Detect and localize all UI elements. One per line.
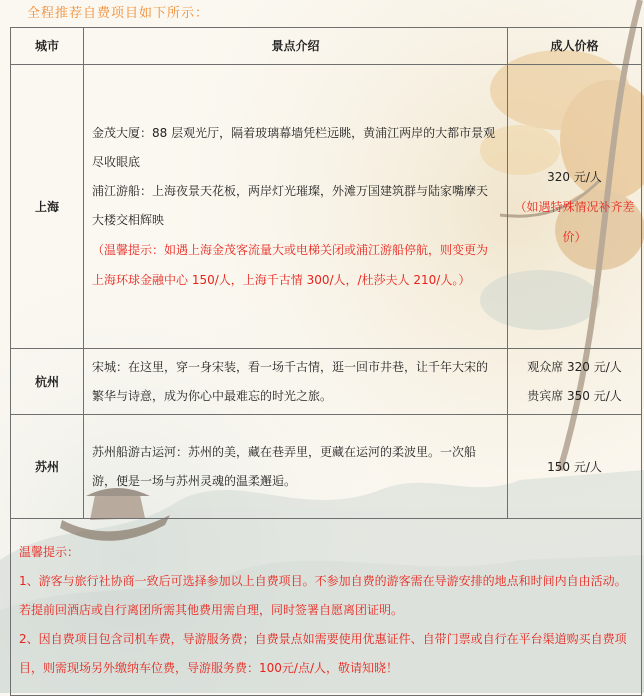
- city-cell: 上海: [11, 65, 84, 349]
- note-item: 2、因自费项目包含司机车费，导游服务费；自费景点如需要使用优惠证件、自带门票或自行在平台渠道购买自费项目，则需现场另外缴纳车位费，导游服务费：100元/点/人，敬请知晓！: [19, 631, 627, 675]
- header-city: 城市: [11, 28, 84, 65]
- price-note: （如遇特殊情况补齐差价）: [514, 199, 635, 244]
- table-header-row: [11, 28, 642, 65]
- optional-fee-table: [10, 27, 642, 696]
- price-cell: [508, 349, 642, 415]
- price-value: 贵宾席 350 元/人: [527, 388, 622, 403]
- price-value: 观众席 320 元/人: [527, 359, 622, 374]
- city-cell: 杭州: [11, 349, 84, 415]
- attraction-cell: [84, 349, 508, 415]
- price-cell: [508, 65, 642, 349]
- note-item: 1、游客与旅行社协商一致后可选择参加以上自费项目。不参加自费的游客需在导游安排的地点和时间内自由活动。若提前回酒店或自行离团所需其他费用需自理，同时签署自愿离团证明。: [19, 573, 627, 617]
- notes-title: 温馨提示：: [19, 544, 80, 559]
- price-cell: [508, 415, 642, 519]
- notes-cell: [11, 519, 642, 696]
- header-attraction: 景点介绍: [84, 28, 508, 65]
- table-row-shanghai: [11, 65, 642, 349]
- attraction-cell: [84, 65, 508, 349]
- price-value: 320 元/人: [547, 169, 602, 184]
- attraction-item: 金茂大厦：88 层观光厅，隔着玻璃幕墙凭栏远眺，黄浦江两岸的大都市景观尽收眼底: [92, 125, 496, 169]
- header-price: 成人价格: [508, 28, 642, 65]
- city-cell: 苏州: [11, 415, 84, 519]
- attraction-reminder: （温馨提示：如遇上海金茂客流量大或电梯关闭或浦江游船停航，则变更为上海环球金融中心 150/人，上海千古情 300/人，/杜莎夫人 210/人。）: [92, 242, 489, 287]
- attraction-item: 浦江游船：上海夜景天花板，两岸灯光璀璨，外滩万国建筑群与陆家嘴摩天大楼交相辉映: [92, 183, 489, 227]
- price-value: 150 元/人: [547, 459, 602, 474]
- notes-row: [11, 519, 642, 696]
- attraction-item: 苏州船游古运河：苏州的美，藏在巷弄里，更藏在运河的柔波里。一次船游，便是一场与苏州灵魂的温柔邂逅。: [92, 444, 477, 488]
- attraction-item: 宋城：在这里，穿一身宋装，看一场千古情，逛一回市井巷，让千年大宋的繁华与诗意，成为你心中最难忘的时光之旅。: [92, 359, 489, 403]
- table-row-hangzhou: [11, 349, 642, 415]
- attraction-cell: [84, 415, 508, 519]
- section-heading: 全程推荐自费项目如下所示：: [27, 6, 210, 21]
- table-row-suzhou: [11, 415, 642, 519]
